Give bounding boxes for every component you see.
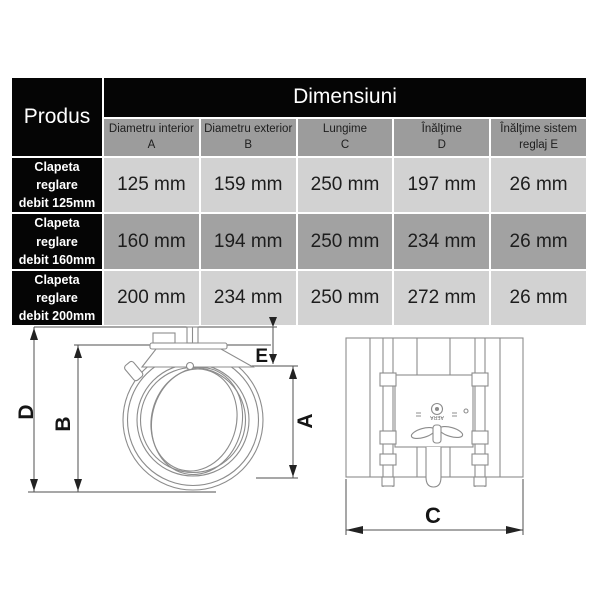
- dim-label-d: D: [15, 404, 38, 420]
- column-header-line2: B: [244, 139, 253, 152]
- column-header-lungime: [298, 119, 393, 157]
- column-header-line1: Diametru interior: [108, 122, 194, 135]
- inner-ring-circle: [137, 364, 249, 476]
- side-view-drawing: [346, 338, 523, 535]
- value-cell: 26 mm: [491, 271, 586, 325]
- row-label-cell: [12, 214, 102, 268]
- value-cell: 200 mm: [104, 271, 199, 325]
- inner-ring-inner-circle: [141, 368, 246, 473]
- row-label-line1: Clapeta reglare: [34, 216, 80, 249]
- value-cell: 26 mm: [491, 214, 586, 268]
- value-cell: 250 mm: [298, 158, 393, 212]
- row-label-line1: Clapeta reglare: [34, 160, 80, 193]
- mounting-bar: [150, 343, 227, 349]
- row-label-line1: Clapeta reglare: [34, 272, 80, 305]
- column-header-line1: Diametru exterior: [204, 122, 293, 135]
- value-cell: 160 mm: [104, 214, 199, 268]
- handle-strap: [426, 447, 441, 487]
- column-header-line2: C: [340, 139, 350, 152]
- technical-drawings: [0, 290, 600, 600]
- row-label-line2: debit 125mm: [18, 196, 96, 211]
- blade-pivot: [187, 363, 194, 370]
- value-cell: 234 mm: [394, 214, 489, 268]
- row-label-line2: debit 200mm: [18, 309, 96, 323]
- ring-clip: [123, 360, 144, 382]
- table-row: [12, 158, 586, 212]
- row-label-cell: [12, 158, 102, 212]
- column-header-line2: reglaj E: [519, 139, 559, 152]
- dim-label-e: E: [255, 346, 268, 367]
- outer-ring-circle: [123, 350, 263, 490]
- wingnut-hub: [433, 425, 441, 443]
- value-cell: 159 mm: [201, 158, 296, 212]
- value-cell: 194 mm: [201, 214, 296, 268]
- row-label-line2: debit 160mm: [18, 252, 96, 267]
- damper-face-geometry: [123, 327, 263, 490]
- value-cell: 197 mm: [394, 158, 489, 212]
- dim-label-c: C: [425, 503, 441, 528]
- produs-header-cell: Produs: [12, 78, 102, 156]
- column-header-diametru-interior: [104, 119, 199, 157]
- plate-brand-marking: AERA: [430, 414, 444, 420]
- column-header-diametru-exterior: [201, 119, 296, 157]
- column-header-line2: A: [147, 139, 156, 152]
- value-cell: 26 mm: [491, 158, 586, 212]
- value-cell: 250 mm: [298, 214, 393, 268]
- value-cell: 272 mm: [394, 271, 489, 325]
- dim-label-a: A: [294, 413, 317, 429]
- top-saddle-bracket: [142, 349, 253, 367]
- column-header-inaltime: [394, 119, 489, 157]
- outer-ring-inner-circle: [128, 355, 259, 486]
- value-cell: 250 mm: [298, 271, 393, 325]
- adjustment-knob-center: [436, 408, 439, 411]
- column-header-line1: Lungime: [322, 122, 368, 135]
- column-header-line2: D: [437, 139, 446, 152]
- dimensiuni-header-cell: Dimensiuni: [104, 78, 586, 117]
- value-cell: 234 mm: [201, 271, 296, 325]
- dim-label-b: B: [52, 416, 75, 432]
- column-header-line1: Înălţime: [421, 122, 462, 135]
- adjuster-tab: [153, 333, 175, 343]
- damper-body-geometry: [346, 338, 523, 487]
- column-header-inaltime-reglaj: [491, 119, 586, 157]
- table-row: [12, 214, 586, 268]
- front-view-drawing: [15, 317, 317, 492]
- column-header-line1: Înălţime sistem: [500, 122, 577, 135]
- value-cell: 125 mm: [104, 158, 199, 212]
